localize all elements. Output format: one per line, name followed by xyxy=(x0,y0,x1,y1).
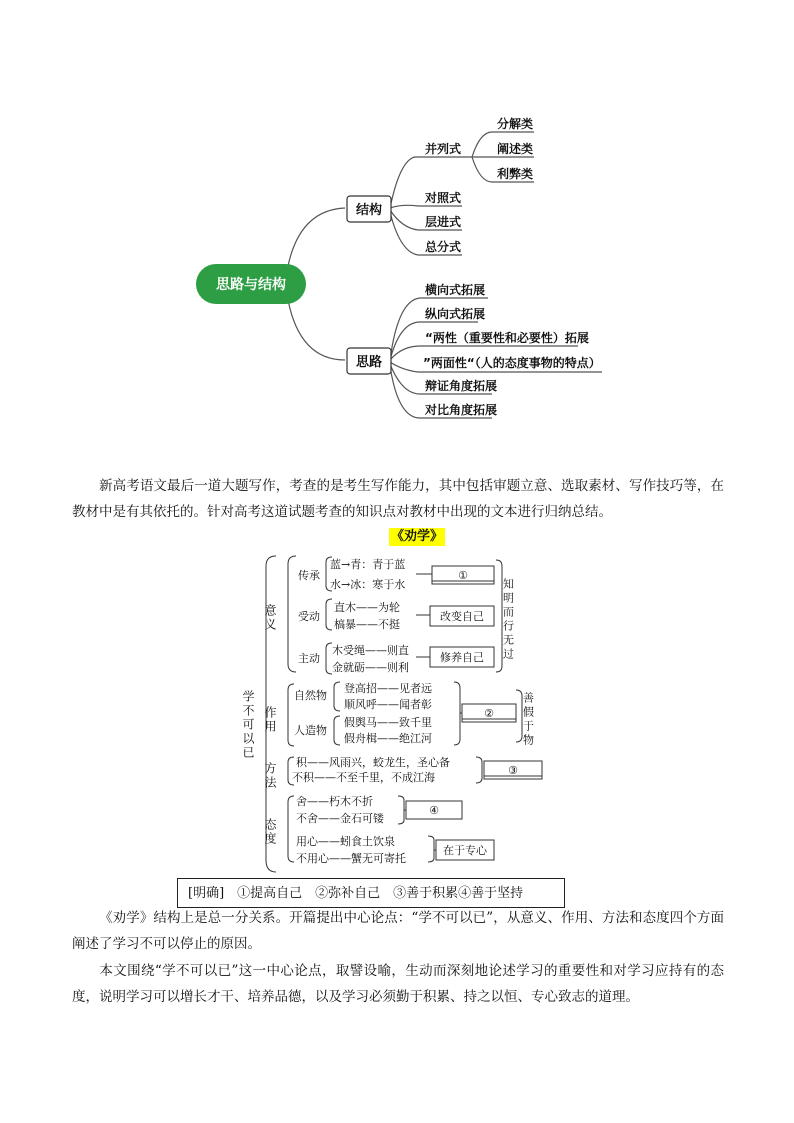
natural-line-2: 顺风呼——闻者彰 xyxy=(344,698,432,711)
branch-structure-label: 结构 xyxy=(355,203,383,218)
attitude-line-1: 舍——朽木不折 xyxy=(296,795,373,808)
node-general-specific: 总分式 xyxy=(425,240,462,254)
node-two-natures: “两性（重要性和必要性）拓展 xyxy=(425,331,589,345)
blank-3-text: ③ xyxy=(508,764,518,777)
section-function: 作用 xyxy=(263,706,277,734)
blank-4-text: ④ xyxy=(429,804,439,817)
natural-line-1: 登高招——见者远 xyxy=(344,682,432,695)
answer-box: [明确] ①提高自己 ②弥补自己 ③善于积累④善于坚持 xyxy=(177,878,565,908)
node-horizontal: 横向式拓展 xyxy=(425,283,486,297)
attitude-line-2: 不舍——金石可镂 xyxy=(296,812,384,825)
node-contrast: 对照式 xyxy=(425,191,462,205)
text-title: 《劝学》 xyxy=(390,529,443,544)
passive-line-2: 槁暴——不挺 xyxy=(334,618,400,631)
paragraph-structure: 《劝学》结构上是总一分关系。开篇提出中心论点：“学不可以已”，从意义、作用、方法和态度四个方面阐述了学习不可以停止的原因。 xyxy=(72,910,724,952)
node-progressive: 层进式 xyxy=(425,215,462,229)
node-parallel: 并列式 xyxy=(425,142,462,156)
label-active: 主动 xyxy=(298,652,320,665)
label-natural: 自然物 xyxy=(294,689,327,702)
active-line-1: 木受绳——则直 xyxy=(332,644,409,657)
label-inherit: 传承 xyxy=(298,569,320,582)
focus-text: 在于专心 xyxy=(443,844,487,857)
node-vertical: 纵向式拓展 xyxy=(425,307,486,321)
passive-line-1: 直木——为轮 xyxy=(334,601,400,614)
center-node-label: 思路与结构 xyxy=(216,277,286,293)
svg-text:学不可以已: 学不可以已 xyxy=(241,690,255,760)
mind-map xyxy=(0,100,794,440)
node-decompose: 分解类 xyxy=(497,117,534,131)
node-pros-cons: 利弊类 xyxy=(497,167,534,181)
attitude-line-3: 用心——蚓食土饮泉 xyxy=(296,835,395,848)
structure-diagram xyxy=(0,548,794,878)
active-line-2: 金就砺——则利 xyxy=(332,661,409,674)
section-attitude: 态度 xyxy=(263,818,277,846)
paragraph-summary: 本文围绕“学不可以已”这一中心论点，取譬设喻，生动而深刻地论述学习的重要性和对学习应持有的态度，说明学习可以增长才干、培养品德，以及学习必须勤于积累、持之以恒、专心致志的道理。 xyxy=(72,963,724,1005)
blank-2-text: ② xyxy=(484,707,494,720)
label-artificial: 人造物 xyxy=(294,724,327,737)
node-elaborate: 阐述类 xyxy=(497,142,534,156)
label-passive: 受动 xyxy=(298,610,320,623)
attitude-line-4: 不用心——蟹无可寄托 xyxy=(296,852,406,865)
intro-paragraph: 新高考语文最后一道大题写作，考查的是考生写作能力，其中包括审题立意、选取素材、写作技巧等，在教材中是有其依托的。针对高考这道试题考查的知识点对教材中出现的文本进行归纳总结。 xyxy=(72,478,724,520)
inherit-line-2: 水→冰：寒于水 xyxy=(330,578,406,591)
artificial-line-1: 假舆马——致千里 xyxy=(344,716,432,729)
artificial-line-2: 假舟楫——绝江河 xyxy=(344,732,432,745)
root-label xyxy=(241,690,255,760)
method-line-1: 积——风雨兴，蛟龙生，圣心备 xyxy=(296,756,450,769)
cultivate-self-text: 修养自己 xyxy=(440,651,484,664)
section-method: 方法 xyxy=(263,762,277,790)
node-comparison: 对比角度拓展 xyxy=(425,403,498,417)
method-line-2: 不积——不至千里，不成江海 xyxy=(292,771,435,784)
blank-1-text: ① xyxy=(458,569,468,582)
node-dialectic: 辩证角度拓展 xyxy=(425,379,498,393)
meaning-conclusion: 知明而行无过 xyxy=(501,578,515,662)
inherit-line-1: 蓝→青：青于蓝 xyxy=(330,558,406,571)
branch-thinking-label: 思路 xyxy=(355,355,383,370)
function-conclusion: 善假于物 xyxy=(521,692,535,748)
node-two-sides: ”两面性“（人的态度事物的特点） xyxy=(423,356,601,370)
section-meaning: 意义 xyxy=(263,604,277,632)
change-self-text: 改变自己 xyxy=(440,610,484,623)
